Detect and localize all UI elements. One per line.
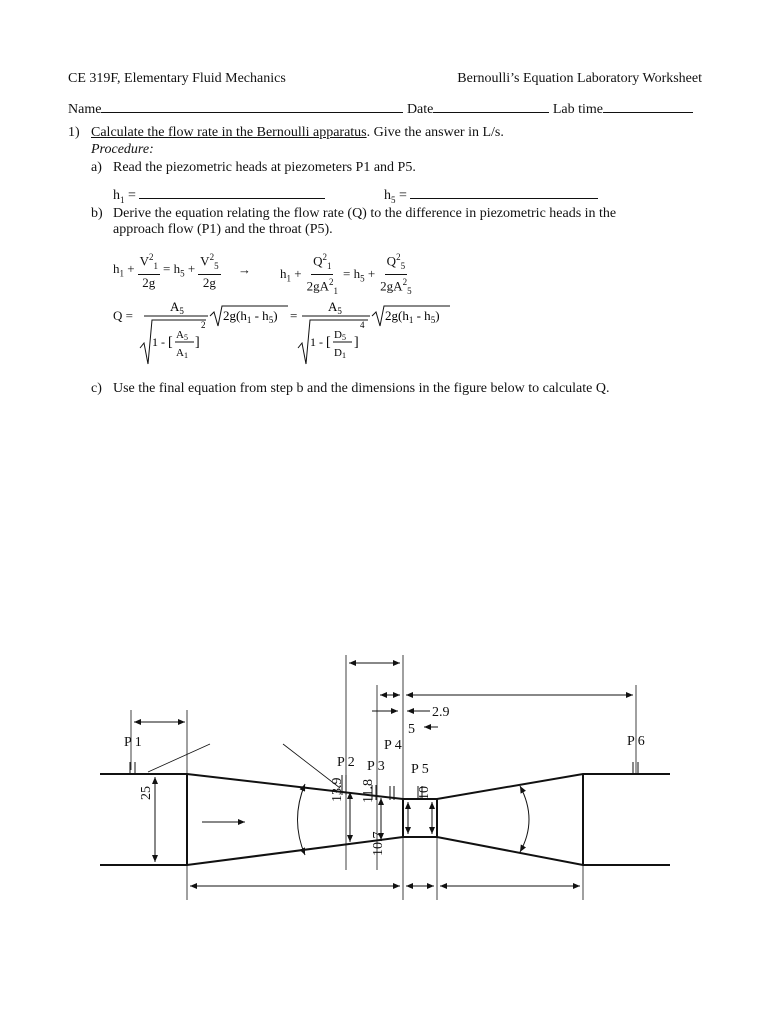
procedure-label: Procedure: [91,142,154,157]
diameter-25: 25 [139,786,154,800]
step-c-text: Use the final equation from step b and the dimensions in the figure below to calculate Q. [113,381,610,396]
a5-numerator: $A_5$ [170,299,184,316]
svg-text:D1: D1 [334,347,346,360]
piezometer-p2-label: P 2 [337,755,355,770]
bernoulli-equation-velocity: $h_1$ + $\frac{V^2_1}{2g}$ = $h_5$ + $\frac{V^2_5}{2g}$ [113,252,219,290]
name-label: Name [68,102,102,117]
name-field[interactable] [101,98,403,113]
step-b-label: b) [91,206,103,221]
diameter-10-7: 10.7 [371,831,386,856]
dimension-2-9: 2.9 [432,705,450,720]
dimension-5: 5 [408,722,415,737]
date-field[interactable] [433,98,549,113]
svg-text:[: [ [326,335,331,350]
question-line [91,125,504,141]
piezometer-p5-label: P 5 [411,762,429,777]
svg-text:2g(h1 - h5): $2g(h_1 - h_5)$ [385,308,440,325]
q-label: Q = [113,308,133,323]
svg-text:[: [ [168,335,173,350]
h5-field[interactable] [410,184,598,199]
diameter-13-9: 13.9 [330,777,345,802]
h1-field[interactable] [139,184,325,199]
svg-text:1 -: 1 - [152,335,165,349]
step-a-label: a) [91,160,102,175]
labtime-label: Lab time [552,102,604,117]
h1-entry: $h_1$ = [113,184,325,205]
a5-numerator-2: $A_5$ [328,299,342,316]
piezometer-p6-label: P 6 [627,734,645,749]
arrow-icon: → [238,262,251,277]
svg-text:2: 2 [201,320,206,330]
question-number: 1) [68,125,80,140]
flow-rate-formula [138,296,458,370]
date-label: Date [406,102,434,117]
question-title: Calculate the flow rate in the Bernoulli apparatus [91,125,367,140]
step-b-line1: Derive the equation relating the flow rate (Q) to the difference in piezometric heads in the [113,206,617,221]
diameter-10: 10 [417,786,432,800]
bernoulli-equation-flow: $h_1$ + $\frac{Q^2_1}{2gA^2_1}$ = $h_5$ + $\frac{Q^2_5}{2gA^2_5}$ [280,252,412,296]
svg-text:]: ] [195,335,200,350]
svg-text:A5: A5 [176,329,188,342]
step-c-label: c) [91,381,102,396]
labtime-field[interactable] [603,98,693,113]
venturi-figure [0,640,770,910]
course-title: CE 319F, Elementary Fluid Mechanics [68,71,286,86]
piezometer-p4-label: P 4 [384,738,402,753]
piezometer-p3-label: P 3 [367,759,385,774]
diameter-11-8: 11.8 [361,779,376,803]
svg-text:]: ] [354,335,359,350]
step-a-text: Read the piezometric heads at piezometers P1 and P5. [113,160,416,175]
svg-text:2g(h1 - h5): $2g(h_1 - h_5)$ [223,308,278,325]
svg-text:A1: A1 [176,347,188,360]
h5-entry: $h_5$ = [384,184,598,205]
svg-text:1 -: 1 - [310,335,323,349]
piezometer-p1-label: P 1 [124,735,142,750]
step-b-line2: approach flow (P1) and the throat (P5). [113,222,333,237]
svg-text:=: = [290,308,298,323]
question-instruction: . Give the answer in L/s. [366,125,504,140]
pipe-top-wall [100,774,670,799]
svg-text:4: 4 [360,320,365,330]
student-info-row [68,98,693,118]
worksheet-title: Bernoulli’s Equation Laboratory Worksheet [457,71,702,86]
svg-text:D5: D5 [334,329,346,342]
